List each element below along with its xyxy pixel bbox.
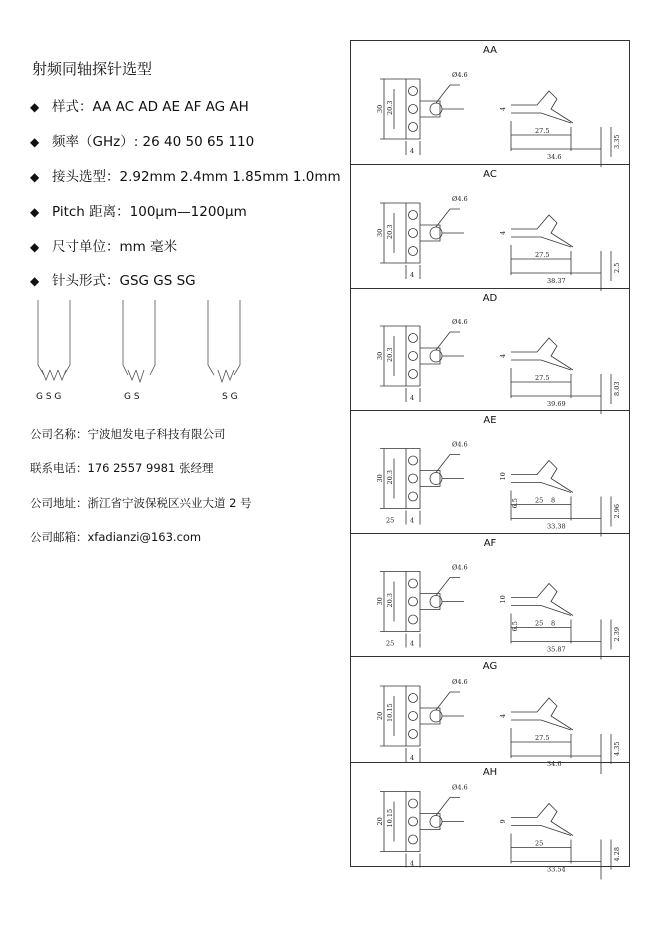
side-profile bbox=[511, 461, 573, 493]
mount-hole bbox=[409, 211, 418, 220]
diameter-leader bbox=[436, 578, 460, 596]
dim-side-height: 4 bbox=[499, 230, 507, 235]
dim-tip: 4.35 bbox=[613, 741, 621, 756]
dim-height-2: 20.3 bbox=[386, 347, 394, 362]
dimension-drawings bbox=[350, 40, 630, 874]
dim-tip: 8.03 bbox=[613, 381, 621, 396]
tip-label-sg: S G bbox=[222, 392, 238, 402]
spec-pitch bbox=[30, 200, 247, 220]
dim-side-height: 4 bbox=[499, 713, 507, 718]
tip-drawing bbox=[28, 300, 268, 405]
dim-length-0: 8 bbox=[551, 496, 556, 505]
mount-hole bbox=[409, 123, 418, 132]
mount-hole bbox=[409, 352, 418, 361]
dim-length-2: 33.54 bbox=[547, 865, 566, 874]
length-dimension bbox=[511, 505, 601, 519]
side-profile bbox=[511, 91, 573, 123]
side-profile-lower bbox=[511, 237, 571, 247]
length-dimension bbox=[511, 848, 601, 862]
dim-length-2: 35.87 bbox=[547, 645, 566, 654]
mount-hole bbox=[409, 694, 418, 703]
company-address: 公司地址：浙江省宁波保税区兴业大道 2 号 bbox=[30, 496, 252, 510]
diamond-bullet-icon: ◆ bbox=[30, 274, 40, 288]
dim-base: 4 bbox=[410, 754, 415, 762]
spec-text: 频率（GHz）: 26 40 50 65 110 bbox=[52, 134, 255, 150]
probe-dimension-drawing bbox=[351, 534, 629, 657]
diamond-bullet-icon: ◆ bbox=[30, 170, 40, 184]
mount-hole bbox=[409, 579, 418, 588]
dim-height-2: 20.3 bbox=[386, 100, 394, 115]
side-profile-lower bbox=[511, 483, 571, 493]
dim-diameter: Ø4.6 bbox=[452, 783, 468, 792]
diameter-leader bbox=[436, 798, 460, 816]
panel-label: AD bbox=[482, 293, 498, 304]
probe-dimension-drawing bbox=[351, 41, 629, 165]
dim-side-height-2: 6.5 bbox=[511, 621, 519, 632]
panel-label: AE bbox=[483, 415, 497, 426]
dim-height-1: 20 bbox=[376, 711, 384, 720]
diameter-leader bbox=[436, 85, 460, 103]
side-profile-lower bbox=[511, 606, 571, 616]
dim-side-height: 10 bbox=[499, 595, 507, 604]
dim-length-1: 25 bbox=[535, 839, 544, 848]
panel-label: AC bbox=[483, 169, 497, 180]
dim-height-2: 20.3 bbox=[386, 470, 394, 485]
dim-length-1: 27.5 bbox=[535, 374, 550, 382]
dim-tip: 2.96 bbox=[613, 504, 621, 519]
mount-hole bbox=[409, 712, 418, 721]
mount-hole bbox=[409, 492, 418, 501]
panel-label: AG bbox=[482, 661, 498, 672]
mount-hole bbox=[409, 597, 418, 606]
spec-text: 针头形式：GSG GS SG bbox=[52, 273, 196, 289]
drawing-panel-ae bbox=[351, 411, 629, 534]
diamond-bullet-icon: ◆ bbox=[30, 135, 40, 149]
side-profile-lower bbox=[511, 360, 571, 370]
dim-height-2: 20.3 bbox=[386, 224, 394, 239]
side-profile bbox=[511, 215, 573, 247]
side-profile-lower bbox=[511, 113, 571, 123]
dim-tip: 2.5 bbox=[613, 262, 621, 273]
dim-height-1: 30 bbox=[376, 597, 384, 606]
spec-text: 样式：AA AC AD AE AF AG AH bbox=[52, 99, 249, 115]
dim-base: 4 bbox=[410, 271, 415, 279]
dim-side-height: 4 bbox=[499, 106, 507, 111]
dim-extra: 25 bbox=[386, 639, 395, 648]
dim-length-1: 25 bbox=[535, 619, 544, 628]
dim-base: 4 bbox=[410, 394, 415, 402]
dim-length-0: 8 bbox=[551, 619, 556, 628]
drawing-panel-ah bbox=[351, 763, 629, 874]
length-dimension bbox=[511, 259, 601, 273]
diameter-leader bbox=[436, 209, 460, 227]
length-dimension bbox=[511, 382, 601, 396]
mount-hole bbox=[409, 474, 418, 483]
diamond-bullet-icon: ◆ bbox=[30, 205, 40, 219]
spec-text: 接头选型：2.92mm 2.4mm 1.85mm 1.0mm bbox=[52, 169, 341, 185]
dim-base: 4 bbox=[410, 516, 415, 525]
dim-side-height-2: 6.5 bbox=[511, 498, 519, 509]
dim-length-2: 33.38 bbox=[547, 522, 566, 531]
diameter-leader bbox=[436, 332, 460, 350]
probe-dimension-drawing bbox=[351, 763, 629, 874]
dim-tip: 2.39 bbox=[613, 627, 621, 642]
probe-dimension-drawing bbox=[351, 165, 629, 289]
panel-label: AF bbox=[483, 538, 497, 549]
dim-length-1: 27.5 bbox=[535, 734, 550, 742]
drawing-panel-ad bbox=[351, 289, 629, 411]
mount-hole bbox=[409, 456, 418, 465]
side-profile bbox=[511, 584, 573, 616]
side-profile bbox=[511, 338, 573, 370]
mount-hole bbox=[409, 105, 418, 114]
tip-label-gs: G S bbox=[124, 392, 140, 402]
spec-tip-form bbox=[30, 269, 196, 289]
dim-diameter: Ø4.6 bbox=[452, 563, 468, 572]
side-profile-lower bbox=[511, 720, 571, 730]
dim-length-1: 25 bbox=[535, 496, 544, 505]
diameter-leader bbox=[436, 692, 460, 710]
probe-dimension-drawing bbox=[351, 657, 629, 768]
mount-hole bbox=[409, 247, 418, 256]
dim-diameter: Ø4.6 bbox=[452, 318, 468, 326]
diamond-bullet-icon: ◆ bbox=[30, 100, 40, 114]
spec-text: Pitch 距离：100μm—1200μm bbox=[52, 204, 247, 220]
dim-height-1: 20 bbox=[376, 817, 384, 826]
company-phone: 联系电话：176 2557 9981 张经理 bbox=[30, 461, 214, 475]
mount-hole bbox=[409, 229, 418, 238]
dim-tip: 4.28 bbox=[613, 847, 621, 862]
spec-text: 尺寸单位：mm 毫米 bbox=[52, 239, 178, 255]
dim-height-1: 30 bbox=[376, 351, 384, 360]
dim-diameter: Ø4.6 bbox=[452, 440, 468, 449]
side-profile-lower bbox=[511, 826, 571, 836]
dim-base: 4 bbox=[410, 859, 415, 868]
mount-hole bbox=[409, 615, 418, 624]
dim-length-2: 39.69 bbox=[547, 400, 566, 408]
panel-label: AA bbox=[483, 45, 497, 56]
dim-base: 4 bbox=[410, 147, 415, 155]
dim-height-2: 20.3 bbox=[386, 593, 394, 608]
panel-label: AH bbox=[482, 767, 498, 778]
diameter-leader bbox=[436, 455, 460, 473]
mount-hole bbox=[409, 87, 418, 96]
mount-hole bbox=[409, 835, 418, 844]
probe-dimension-drawing bbox=[351, 411, 629, 534]
mount-hole bbox=[409, 370, 418, 379]
mount-hole bbox=[409, 817, 418, 826]
dim-diameter: Ø4.6 bbox=[452, 71, 468, 79]
dim-length-2: 38.37 bbox=[547, 277, 566, 285]
length-dimension bbox=[511, 628, 601, 642]
mount-hole bbox=[409, 730, 418, 739]
spec-unit bbox=[30, 235, 177, 255]
page-title: 射频同轴探针选型 bbox=[32, 60, 153, 78]
dim-side-height: 9 bbox=[499, 819, 507, 824]
tip-label-gsg: G S G bbox=[36, 392, 62, 402]
dim-height-2: 10.15 bbox=[386, 703, 394, 722]
probe-dimension-drawing bbox=[351, 289, 629, 411]
dim-height-1: 30 bbox=[376, 104, 384, 113]
dim-height-1: 30 bbox=[376, 474, 384, 483]
company-name: 公司名称：宁波旭发电子科技有限公司 bbox=[30, 427, 226, 441]
drawing-panel-af bbox=[351, 534, 629, 657]
mount-hole bbox=[409, 334, 418, 343]
company-email[interactable]: 公司邮箱：xfadianzi@163.com bbox=[30, 530, 202, 544]
drawing-panel-ac bbox=[351, 165, 629, 289]
dim-side-height: 10 bbox=[499, 472, 507, 481]
spec-connector bbox=[30, 165, 341, 185]
dim-length-2: 34.6 bbox=[547, 153, 562, 161]
dim-length-2: 34.6 bbox=[547, 760, 562, 768]
dim-base: 4 bbox=[410, 639, 415, 648]
diamond-bullet-icon: ◆ bbox=[30, 240, 40, 254]
dim-height-1: 30 bbox=[376, 228, 384, 237]
side-profile bbox=[511, 804, 573, 836]
dim-tip: 3.35 bbox=[613, 134, 621, 149]
mount-hole bbox=[409, 799, 418, 808]
dim-diameter: Ø4.6 bbox=[452, 678, 468, 686]
side-profile bbox=[511, 698, 573, 730]
tip-diagrams bbox=[28, 300, 268, 409]
dim-extra: 25 bbox=[386, 516, 395, 525]
dim-height-2: 10.15 bbox=[386, 808, 394, 828]
drawing-panel-ag bbox=[351, 657, 629, 768]
dim-length-1: 27.5 bbox=[535, 251, 550, 259]
spec-styles bbox=[30, 95, 249, 115]
drawing-panel-aa bbox=[351, 41, 629, 165]
dim-diameter: Ø4.6 bbox=[452, 195, 468, 203]
spec-frequency bbox=[30, 130, 254, 150]
dim-length-1: 27.5 bbox=[535, 127, 550, 135]
length-dimension bbox=[511, 135, 601, 149]
length-dimension bbox=[511, 742, 601, 756]
dim-side-height: 4 bbox=[499, 353, 507, 358]
